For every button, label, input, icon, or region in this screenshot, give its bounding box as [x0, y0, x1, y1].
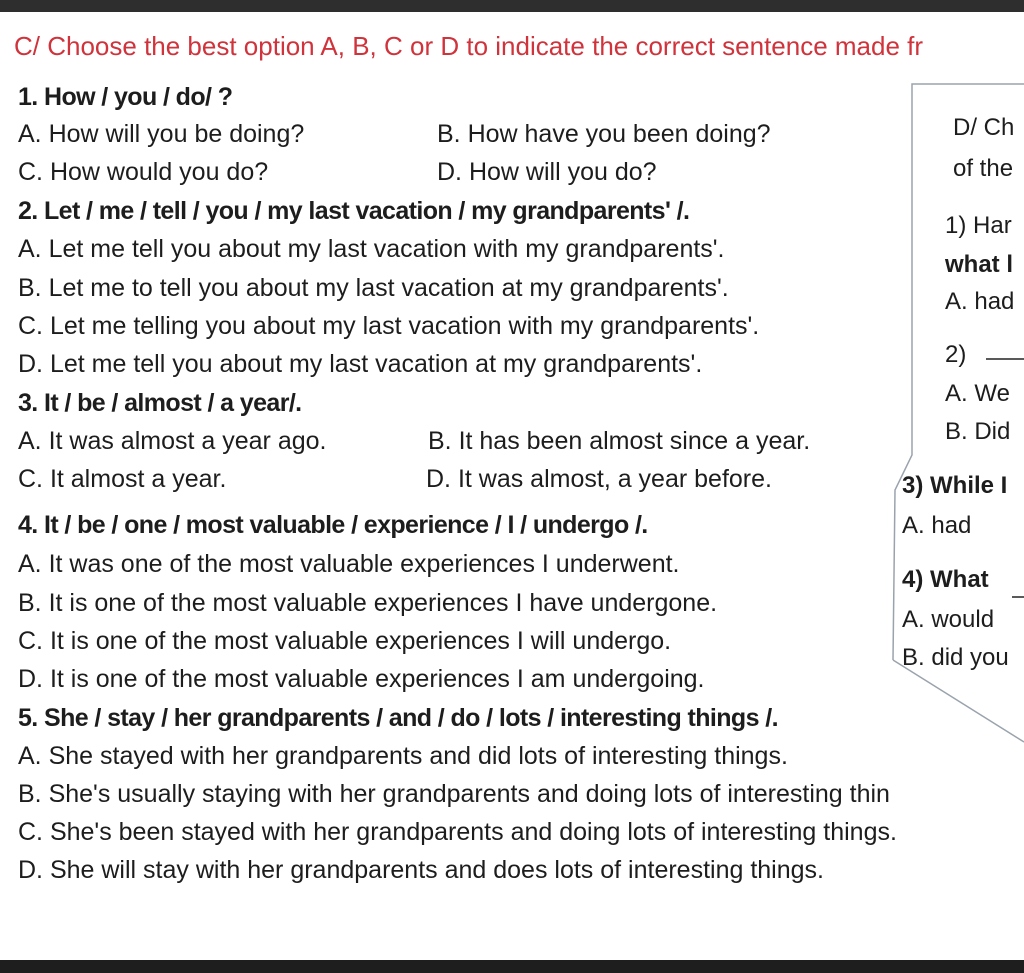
- question-5-option-c: C. She's been stayed with her grandparents and doing lots of interesting things.: [18, 818, 897, 846]
- side-item-2-option-a: A. We: [945, 380, 1010, 407]
- question-5-option-b: B. She's usually staying with her grandparents and doing lots of interesting thin: [18, 780, 890, 808]
- question-2-option-c: C. Let me telling you about my last vacation with my grandparents'.: [18, 312, 760, 340]
- side-item-3-prompt: 3) While I: [902, 472, 1008, 499]
- question-2-option-b: B. Let me to tell you about my last vacation at my grandparents'.: [18, 274, 729, 302]
- side-heading-line-1: D/ Ch: [953, 114, 1015, 141]
- question-4-option-c: C. It is one of the most valuable experiences I will undergo.: [18, 627, 672, 655]
- question-4-option-d: D. It is one of the most valuable experiences I am undergoing.: [18, 665, 705, 693]
- side-item-3-option-a: A. had: [902, 512, 972, 539]
- question-1-prompt: 1. How / you / do/ ?: [18, 83, 233, 111]
- question-1-option-a: A. How will you be doing?: [18, 120, 305, 148]
- question-5-option-d: D. She will stay with her grandparents and does lots of interesting things.: [18, 856, 824, 884]
- side-item-1-prompt-line-2: what l: [945, 251, 1014, 278]
- question-4-option-b: B. It is one of the most valuable experiences I have undergone.: [18, 589, 718, 617]
- question-4-prompt: 4. It / be / one / most valuable / experience / I / undergo /.: [18, 511, 648, 539]
- question-3-option-c: C. It almost a year.: [18, 465, 227, 493]
- bottom-border: [0, 960, 1024, 973]
- question-1-option-b: B. How have you been doing?: [437, 120, 771, 148]
- question-5-option-a: A. She stayed with her grandparents and did lots of interesting things.: [18, 742, 788, 770]
- question-4-option-a: A. It was one of the most valuable experiences I underwent.: [18, 550, 680, 578]
- question-2-prompt: 2. Let / me / tell / you / my last vacation / my grandparents' /.: [18, 197, 690, 225]
- question-1-option-d: D. How will you do?: [437, 158, 657, 186]
- side-item-2-prompt: 2): [945, 341, 967, 368]
- side-item-2-option-b: B. Did: [945, 418, 1011, 445]
- question-1-option-c: C. How would you do?: [18, 158, 269, 186]
- question-2-option-a: A. Let me tell you about my last vacation with my grandparents'.: [18, 235, 725, 263]
- question-2-option-d: D. Let me tell you about my last vacation at my grandparents'.: [18, 350, 703, 378]
- side-item-4-option-a: A. would: [902, 606, 995, 633]
- question-5-prompt: 5. She / stay / her grandparents / and / do / lots / interesting things /.: [18, 704, 778, 732]
- side-item-4-prompt: 4) What: [902, 566, 989, 593]
- question-3-prompt: 3. It / be / almost / a year/.: [18, 389, 302, 417]
- exercise-heading: C/ Choose the best option A, B, C or D to indicate the correct sentence made fr: [14, 31, 924, 61]
- question-3-option-d: D. It was almost, a year before.: [426, 465, 772, 493]
- side-item-1-option-a: A. had: [945, 288, 1015, 315]
- side-item-1-prompt-line-1: 1) Har: [945, 212, 1012, 239]
- question-3-option-b: B. It has been almost since a year.: [428, 427, 811, 455]
- question-3-option-a: A. It was almost a year ago.: [18, 427, 327, 455]
- side-heading-line-2: of the: [953, 155, 1014, 182]
- side-item-4-option-b: B. did you: [902, 644, 1009, 671]
